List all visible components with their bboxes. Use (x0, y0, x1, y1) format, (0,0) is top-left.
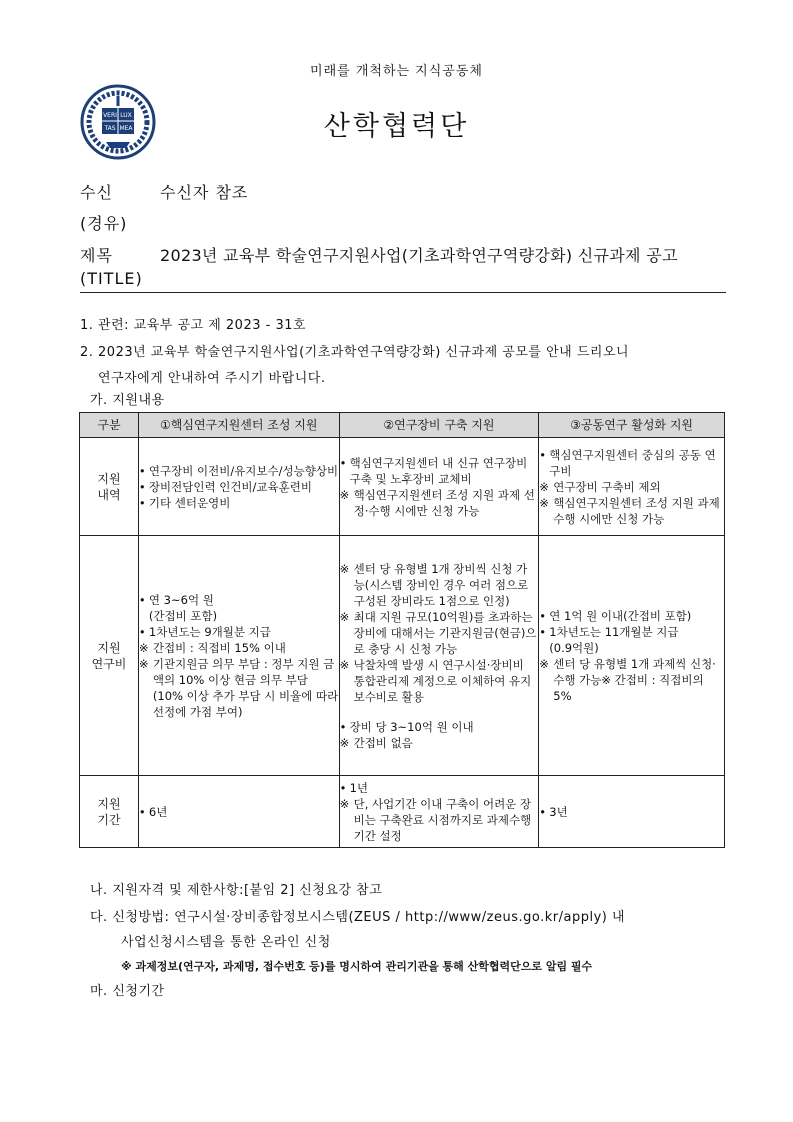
list-marker: • (539, 804, 547, 819)
cell-content-c3 (539, 438, 725, 536)
list-marker: • (339, 719, 347, 734)
related-notice: 1. 관련: 교육부 공고 제 2023 - 31호 (80, 318, 307, 333)
list-item (539, 656, 724, 704)
list-item (539, 479, 724, 495)
list-marker: • (539, 624, 547, 639)
list-marker: • (138, 592, 146, 607)
list-item (539, 447, 724, 479)
list-item (539, 495, 724, 527)
list-marker: ※ (539, 479, 549, 494)
list-marker: • (138, 495, 146, 510)
row-label-period: 지원 기간 (80, 776, 139, 848)
logo-text-lux: LUX (120, 112, 132, 119)
table-header-row (80, 413, 725, 438)
list-marker: • (138, 463, 146, 478)
list-marker: ※ (339, 487, 350, 502)
list-item-text: 1차년도는 9개월분 지급 (148, 624, 271, 639)
list-item (340, 609, 539, 657)
list-item-text: 단, 사업기간 이내 구축이 어려운 장비는 구축완료 시점까지로 과제수행기간 설정 (353, 796, 532, 843)
table-row (80, 776, 725, 848)
list-item-text: 최대 지원 규모(10억원)를 초과하는 장비에 대해서는 기관지원금(현금)으로 충당 시 신청 가능 (353, 609, 537, 656)
list-item-text: 3년 (549, 804, 568, 819)
list-item (340, 735, 539, 751)
cell-funding-c1 (138, 536, 339, 776)
list-item-text: 장비 당 3~10억 원 이내 (349, 719, 474, 734)
list-item-text: 핵심연구지원센터 조성 지원 과제 수행 시에만 신청 가능 (553, 495, 720, 526)
list-item-text: 센터 당 유형별 1개 과제씩 신청·수행 가능※ 간접비 : 직접비의 5% (553, 656, 716, 703)
list-item-text: 핵심연구지원센터 조성 지원 과제 선정·수행 시에만 신청 가능 (353, 487, 535, 518)
section-da-cont: 사업신청시스템을 통한 온라인 신청 (121, 935, 331, 950)
list-item-text: 연 1억 원 이내(간접비 포함) (549, 608, 692, 623)
cell-funding-c3 (539, 536, 725, 776)
logo-text-mea: MEA (119, 125, 133, 132)
list-marker: ※ (339, 796, 350, 811)
list-marker: • (138, 804, 146, 819)
list-marker: ※ (339, 657, 350, 672)
table-header: ①핵심연구지원센터 조성 지원 (138, 413, 339, 438)
list-item-text: 1차년도는 11개월분 지급 (0.9억원) (549, 624, 679, 655)
row-label-funding: 지원 연구비 (80, 536, 139, 776)
list-item (139, 463, 339, 479)
slogan: 미래를 개척하는 지식공동체 (310, 64, 483, 79)
list-item (139, 804, 339, 820)
title-tag: (TITLE) (80, 269, 143, 288)
list-item-text: 기관지원금 의무 부담 : 정부 지원 금액의 10% 이상 현금 의무 부담 (10% 이상 추가 부담 시 비율에 따라 선정에 가점 부여) (152, 656, 339, 719)
list-item (340, 487, 539, 519)
list-item-text: 핵심연구지원센터 내 신규 연구장비 구축 및 노후장비 교체비 (349, 455, 528, 486)
list-marker: ※ (138, 640, 149, 655)
cell-content-c1 (138, 438, 339, 536)
row-label-content: 지원 내역 (80, 438, 139, 536)
list-item-text: 핵심연구지원센터 중심의 공동 연구비 (549, 447, 716, 478)
list-item-text: 낙찰차액 발생 시 연구시설·장비비 통합관리제 계정으로 이체하여 유지보수비로 활용 (353, 657, 532, 704)
list-item-text: 센터 당 유형별 1개 장비씩 신청 가능(시스템 장비인 경우 여러 점으로 구성된 장비라도 1점으로 인정) (353, 561, 529, 608)
list-item (139, 495, 339, 511)
list-marker: • (539, 447, 547, 462)
recipient-value: 수신자 참조 (160, 183, 249, 202)
list-item (340, 719, 539, 735)
list-item-text: 연구장비 구축비 제외 (553, 479, 661, 494)
list-item-text: 간접비 없음 (353, 735, 413, 750)
recipient-label: 수신 (80, 183, 113, 202)
required-notice: ※ 과제정보(연구자, 과제명, 접수번호 등)를 명시하여 관리기관을 통해 산학협력단으로 알림 필수 (121, 960, 593, 973)
list-item (139, 656, 339, 720)
list-marker: ※ (539, 656, 549, 671)
via-label: (경유) (80, 214, 128, 233)
list-marker: • (138, 479, 146, 494)
table-row (80, 536, 725, 776)
list-item (139, 640, 339, 656)
cell-period-c3 (539, 776, 725, 848)
cell-period-c2 (339, 776, 539, 848)
list-marker: • (339, 455, 347, 470)
support-table (79, 412, 725, 848)
list-marker: ※ (339, 735, 350, 750)
list-item (139, 479, 339, 495)
list-item (340, 780, 539, 796)
section-ga: 가. 지원내용 (90, 393, 165, 408)
list-item-text: 연구장비 이전비/유지보수/성능향상비 (148, 463, 339, 478)
section-na: 나. 지원자격 및 제한사항:[붙임 2] 신청요강 참고 (90, 883, 383, 898)
table-header: 구분 (80, 413, 139, 438)
organization-name: 산학협력단 (323, 111, 470, 142)
list-item-text: 기타 센터운영비 (148, 495, 231, 510)
logo-text-tas: TAS (104, 125, 116, 132)
list-marker: • (138, 624, 146, 639)
cell-period-c1 (138, 776, 339, 848)
list-item (340, 796, 539, 844)
list-item-text: 6년 (148, 804, 168, 819)
section-ma: 마. 신청기간 (90, 984, 165, 999)
table-header: ②연구장비 구축 지원 (339, 413, 539, 438)
list-item (539, 804, 724, 820)
guide-text-1: 2. 2023년 교육부 학술연구지원사업(기초과학연구역량강화) 신규과제 공모를 안내 드리오니 (80, 345, 630, 360)
list-item (340, 561, 539, 609)
list-item-text: 간접비 : 직접비 15% 이내 (152, 640, 286, 655)
list-item (340, 657, 539, 705)
cell-funding-c2 (339, 536, 539, 776)
table-header: ③공동연구 활성화 지원 (539, 413, 725, 438)
list-item (139, 624, 339, 640)
list-marker: ※ (339, 609, 350, 624)
header-divider (80, 292, 726, 293)
subject-label: 제목 (80, 246, 113, 265)
list-marker: ※ (138, 656, 149, 671)
list-marker: • (339, 780, 347, 795)
list-item-text: 연 3~6억 원 (간접비 포함) (148, 592, 218, 623)
list-item-text: 1년 (349, 780, 369, 795)
list-marker: ※ (539, 495, 549, 510)
list-marker: • (539, 608, 547, 623)
guide-text-2: 연구자에게 안내하여 주시기 바랍니다. (98, 371, 326, 386)
cell-content-c2 (339, 438, 539, 536)
table-row (80, 438, 725, 536)
list-item-text: 장비전담인력 인건비/교육훈련비 (148, 479, 312, 494)
list-item (340, 455, 539, 487)
list-item (539, 608, 724, 624)
subject-value: 2023년 교육부 학술연구지원사업(기초과학연구역량강화) 신규과제 공고 (160, 246, 678, 265)
list-item (539, 624, 724, 656)
logo-text-veri: VERI (103, 112, 117, 119)
list-marker: ※ (339, 561, 350, 576)
section-da: 다. 신청방법: 연구시설·장비종합정보시스템(ZEUS / http://www/zeus.go.kr/apply) 내 (90, 910, 626, 925)
list-item (139, 592, 339, 624)
